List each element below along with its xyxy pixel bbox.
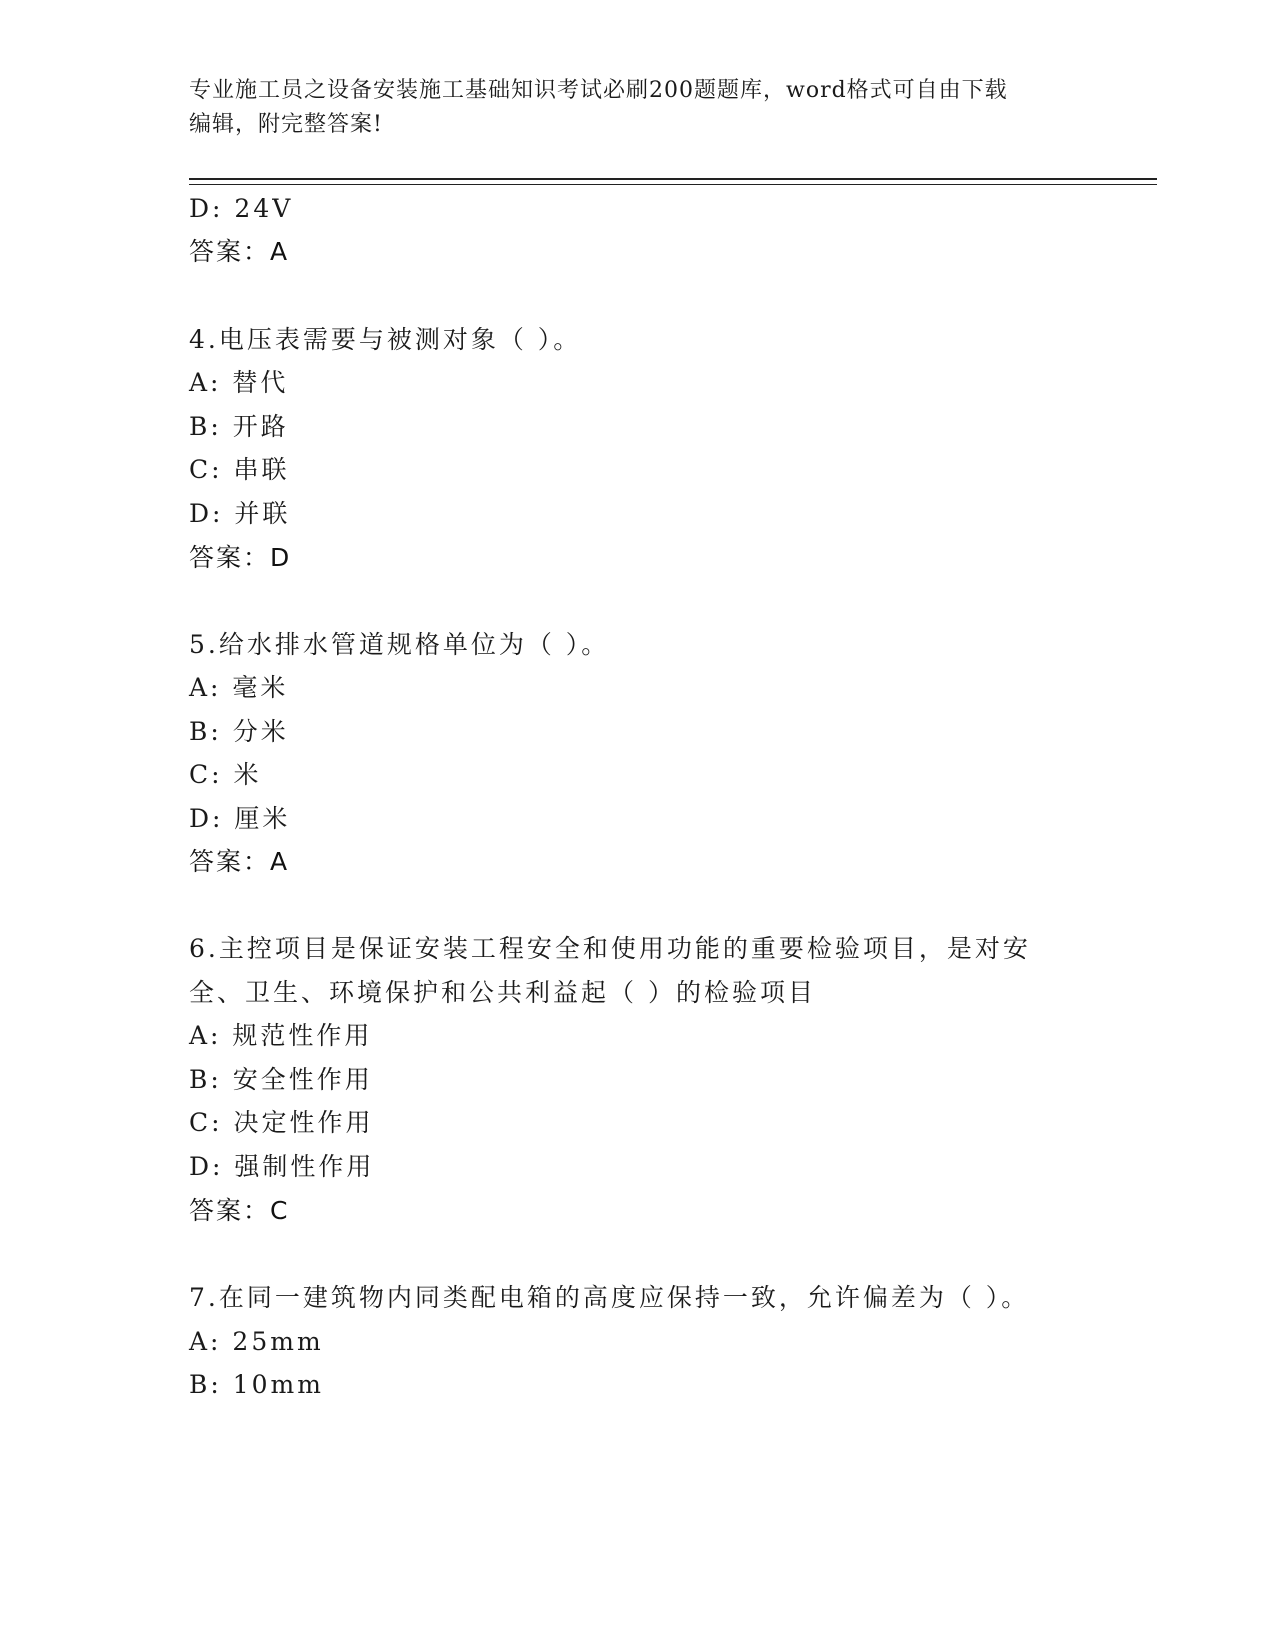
question-6-line-2: 全、卫生、环境保护和公共利益起（ ）的检验项目 (189, 978, 816, 1007)
q5-option-c: C: 米 (189, 760, 262, 789)
q5-option-d: D: 厘米 (189, 804, 291, 833)
document-header (189, 74, 1069, 142)
prev-option-d: D: 24V (189, 194, 294, 223)
q5-option-b: B: 分米 (189, 717, 289, 746)
q7-option-a: A: 25mm (189, 1327, 324, 1356)
header-divider-thin (189, 184, 1157, 185)
question-6-line-1: 6.主控项目是保证安装工程安全和使用功能的重要检验项目，是对安 (189, 934, 1031, 963)
q7-option-b: B: 10mm (189, 1370, 324, 1399)
q5-answer: 答案：A (189, 847, 290, 876)
q6-option-c: C: 决定性作用 (189, 1108, 374, 1137)
question-4: 4.电压表需要与被测对象（ ）。 (189, 325, 582, 354)
q6-answer: 答案：C (189, 1196, 290, 1225)
prev-answer: 答案：A (189, 237, 290, 266)
header-line-1: 专业施工员之设备安装施工基础知识考试必刷200题题库，word格式可自由下载 (189, 78, 1008, 103)
header-divider-thick (189, 178, 1157, 180)
q6-option-a: A: 规范性作用 (189, 1021, 373, 1050)
header-line-2: 编辑，附完整答案! (189, 112, 383, 137)
q5-option-a: A: 毫米 (189, 673, 289, 702)
q4-option-a: A: 替代 (189, 368, 289, 397)
q4-option-c: C: 串联 (189, 455, 290, 484)
q6-option-d: D: 强制性作用 (189, 1152, 375, 1181)
q4-answer: 答案：D (189, 543, 292, 572)
q4-option-d: D: 并联 (189, 499, 291, 528)
question-5: 5.给水排水管道规格单位为（ ）。 (189, 630, 610, 659)
question-7: 7.在同一建筑物内同类配电箱的高度应保持一致，允许偏差为（ ）。 (189, 1283, 1030, 1312)
q6-option-b: B: 安全性作用 (189, 1065, 373, 1094)
q4-option-b: B: 开路 (189, 412, 289, 441)
